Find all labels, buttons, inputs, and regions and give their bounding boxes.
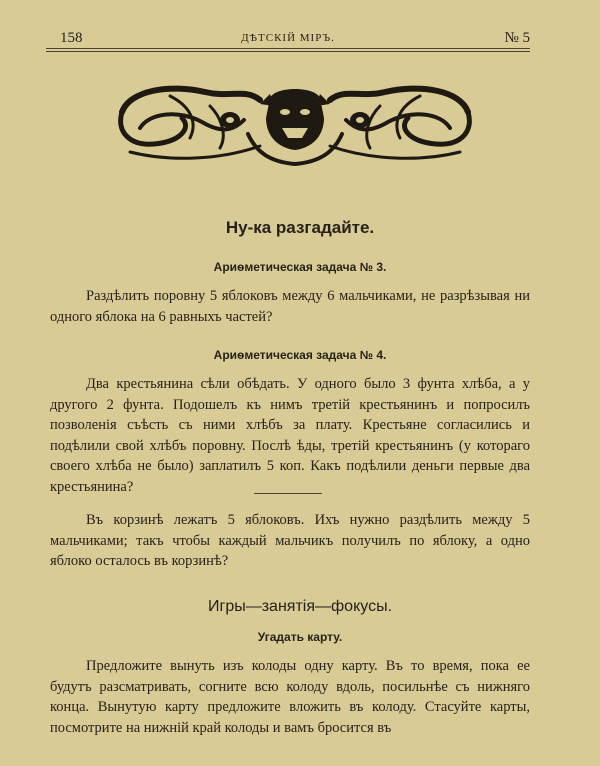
card-trick-title: Угадать карту. <box>257 630 343 644</box>
running-header <box>46 30 530 48</box>
header-rule-bottom <box>46 51 530 52</box>
issue-number: № 5 <box>504 30 530 46</box>
section-title-games: Игры—занятія—фокусы. <box>207 598 393 615</box>
separator-rule <box>254 493 322 494</box>
problem-4-text: Два крестьянина сѣли обѣдать. У одного было 3 фунта хлѣба, а у другого 2 фунта. Подошелъ къ нимъ третій крестьянинъ и попросилъ позволенія съѣсть съ ними хлѣбъ за плату. Крестьяне согласились и подѣлили свой хлѣбъ поровну. Послѣ ѣды, третій крестьянинъ (у котораго своего хлѣба не было) заплатилъ 5 коп. Какъ подѣлили деньги первые два крестьянина? <box>50 376 530 495</box>
section-title-riddles: Ну-ка разгадайте. <box>225 218 375 237</box>
apple-puzzle-text: Въ корзинѣ лежатъ 5 яблоковъ. Ихъ нужно раздѣлить между 5 мальчиками; такъ чтобы каждый мальчикъ получилъ по яблоку, а одно яблоко осталось въ корзинѣ? <box>50 512 530 570</box>
card-trick-text: Предложите вынуть изъ колоды одну карту. Въ то время, пока ее будутъ разсматривать, согните всю колоду вдоль, посильнѣе съ нижняго конца. Вынутую карту предложите вложить въ колоду. Стасуйте карты, посмотрите на нижній край колоды и вамъ бросится въ <box>50 658 530 736</box>
problem-4-title: Ариѳметическая задача № 4. <box>213 348 387 362</box>
problem-3-text: Раздѣлить поровну 5 яблоковъ между 6 мальчиками, не разрѣзывая ни одного яблока на 6 равныхъ частей? <box>50 288 530 325</box>
journal-title: ДѢТСКІЙ МІРЪ. <box>241 32 335 44</box>
art-nouveau-ornament-icon <box>110 82 480 168</box>
problem-3-title: Ариѳметическая задача № 3. <box>213 260 387 274</box>
page-number: 158 <box>60 30 83 46</box>
header-rule-top <box>46 48 530 49</box>
